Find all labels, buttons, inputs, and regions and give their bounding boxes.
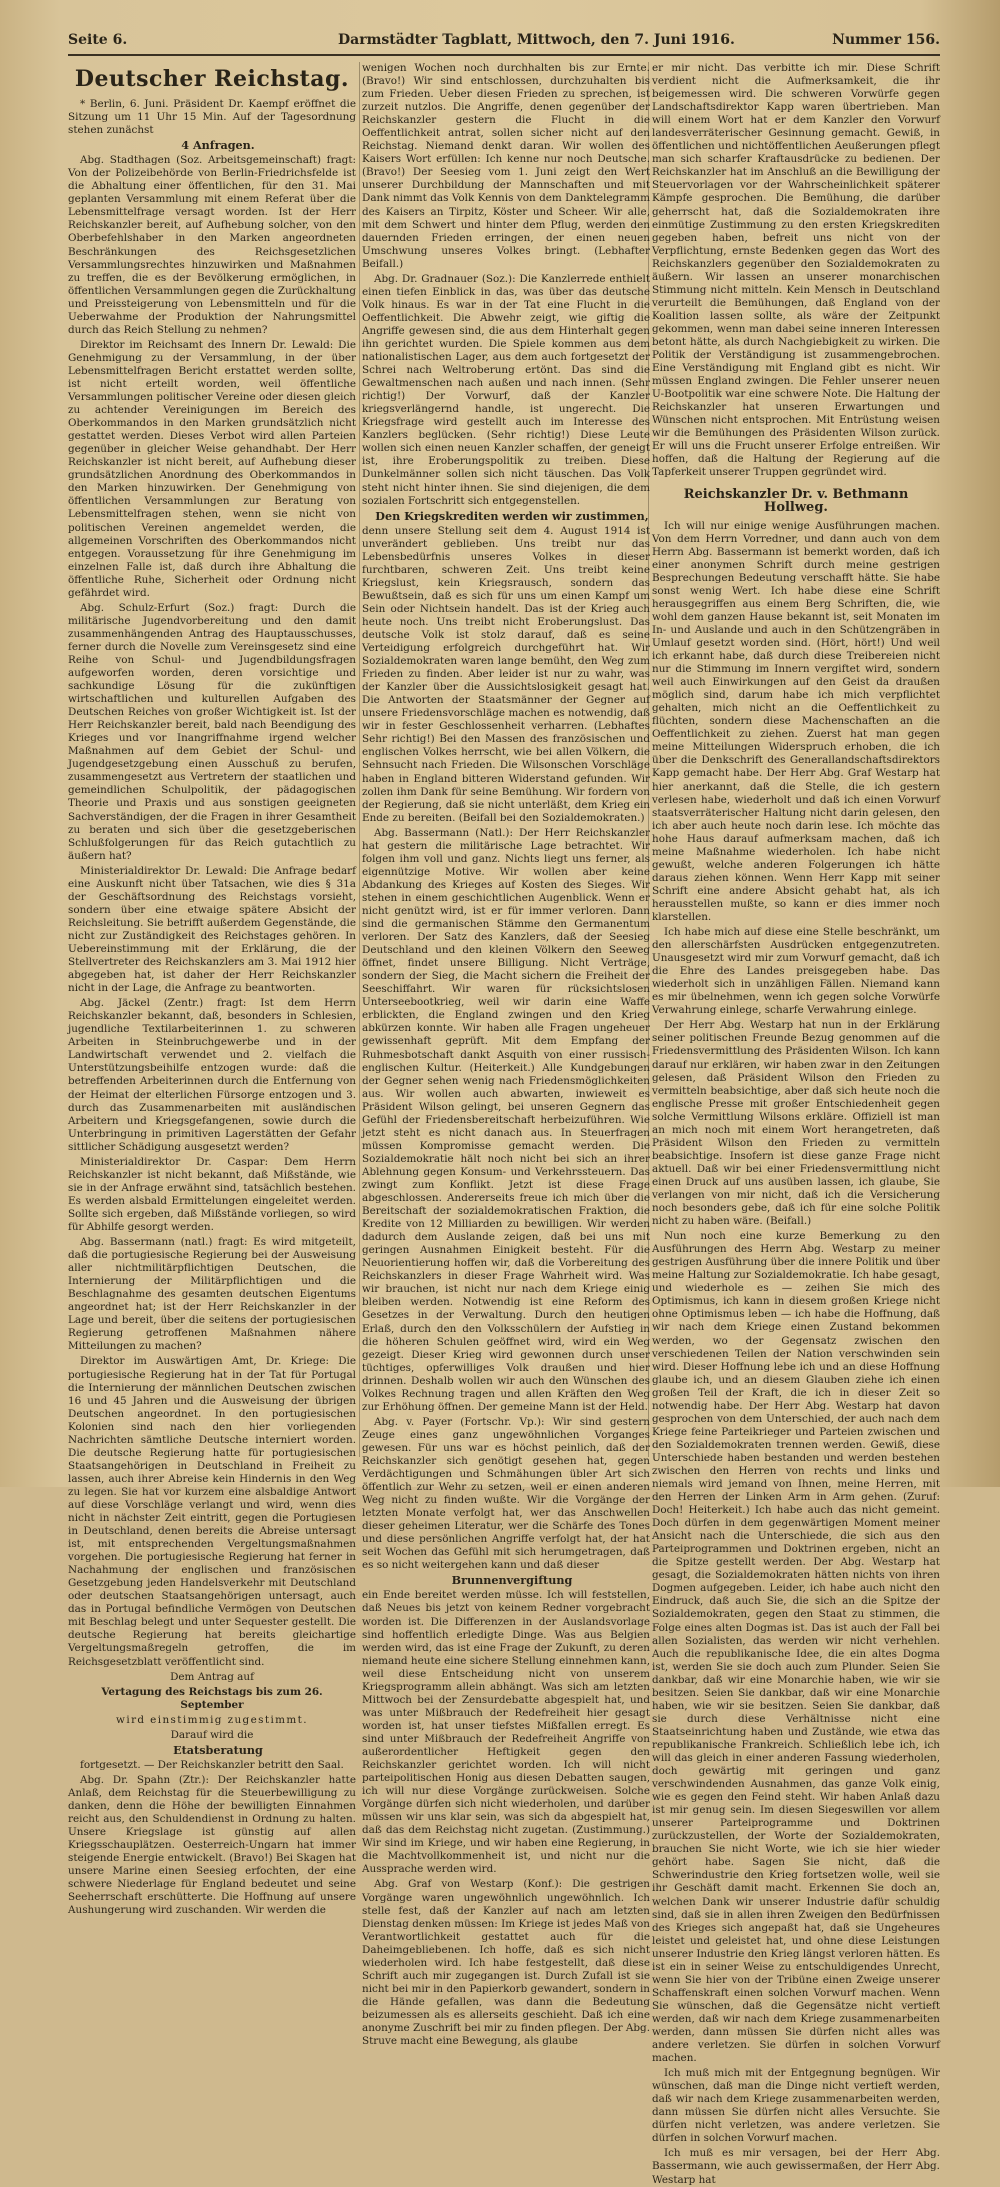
paragraph: Abg. v. Payer (Fortschr. Vp.): Wir sind gestern Zeuge eines ganz ungewöhnlichen Vorganges gewesen. Für uns war es höchst peinlich, daß der Reichskanzler sich genötigt gesehen hat, gegen Verdächtigungen und Schmähungen übler Art sich öffentlich zur Wehr zu setzen, weil er einen anderen Weg nicht zu finden wußte. Wir die Vorgänge der letzten Monate verfolgt hat, wer das Anschwellen dieser geheimen Literatur, wer die Schärfe des Tones und diese persönlichen Angriffe verfolgt hat, der hat seit Wochen das Gefühl mit sich herumgetragen, daß es so nicht weitergehen kann und daß dieser bbox=[362, 1415, 650, 1572]
paragraph: * Berlin, 6. Juni. Präsident Dr. Kaempf eröffnet die Sitzung um 11 Uhr 15 Min. Auf der Tagesordnung stehen zunächst bbox=[68, 98, 356, 137]
column-3 bbox=[652, 62, 940, 2186]
paragraph: Abg. Graf von Westarp (Konf.): Die gestrigen Vorgänge waren ungewöhnlich ungewöhnlich. Ich stelle fest, daß der Kanzler auf nach am letzten Dienstag denken müssen: Im Kriege ist jedes Maß von Verantwortlichkeit gestattet auch für die Daheimgebliebenen. Ich hoffe, daß es sich nicht wiederholen wird. Ich habe festgestellt, daß diese Schrift auch mir zugegangen ist. Durch Zufall ist sie nicht bei mir in den Papierkorb gewandert, sondern in die Hände gefallen, was dann die Bedeutung beizumessen als es allerseits geschieht. Daß ich eine anonyme Zuschrift bei mir zu finden pflegen. Der Abg. Struve macht eine Bewegung, als glaube bbox=[362, 1878, 650, 2048]
paragraph: Abg. Stadthagen (Soz. Arbeitsgemeinschaft) fragt: Von der Polizeibehörde von Berlin-Friedrichsfelde ist die Abhaltung einer öffentlichen, für den 31. Mai geplanten Versammlung mit einem Referat über die Lebensmittelfrage versagt worden. Ist der Herr Reichskanzler bereit, auf Aufhebung solcher, von den Oberbefehlshaber in den Marken angeordneten Beschränkungen des Reichsgesetzlichen Versammlungsrechtes hinzuwirken und Maßnahmen zu treffen, die es der Bevölkerung ermöglichen, in öffentlichen Versammlungen gegen die Zurückhaltung und Preissteigerung von Lebensmitteln und für die Ueberwahme der Produktion der Nahrungsmittel durch das Reich Stellung zu nehmen? bbox=[68, 154, 356, 336]
issue-number: Nummer 156. bbox=[832, 32, 940, 48]
paragraph: er mir nicht. Das verbitte ich mir. Diese Schrift verdient nicht die Aufmerksamkeit, die ihr beigemessen wird. Die schweren Vorwürfe gegen Landschaftsdirektor Kapp waren übertrieben. Man will einem Wort hat er dem Kanzler den Vorwurf landesverräterischer Gesinnung gemacht. Gewiß, in öffentlichen und nichtöffentlichen Aeußerungen pflegt man sich scharfer Kraftausdrücke zu bedienen. Der Reichskanzler hat im Anschluß an die Bewilligung der Steuervorlagen vor der Wahrscheinlichkeit späterer Kämpfe gesprochen. Die Bemühung, die darüber geherrscht hat, daß die Sozialdemokraten ihre einmütige Zustimmung zu den ersten Kriegskrediten gegeben haben, befreit uns nicht von der Verpflichtung, ernste Bedenken gegen das Wort des Reichskanzlers gegenüber den Sozialdemokraten zu äußern. Wir lassen an unserer monarchischen Stimmung nicht mitteln. Kein Mensch in Deutschland verurteilt die Bemühungen, daß England von der Koalition lassen sollte, als wäre der Zeitpunkt gekommen, wenn man dabei seine inneren Interessen betont hätte, als durch Nachgiebigkeit zu wirken. Die Politik der Verständigung ist zusammengebrochen. Eine Verständigung mit England gibt es nicht. Wir müssen England zwingen. Die Fehler unserer neuen U-Bootpolitik war eine schwere Note. Die Haltung der Reichskanzler hat unseren Erwartungen und Wünschen nicht entsprochen. Mit Entrüstung weisen wir die Bemühungen des Präsidenten Wilson zurück. Er will uns die Frucht unserer Erfolge entreißen. Wir hoffen, daß die Haltung der Regierung auf die Tapferkeit unserer Truppen gegründet wird. bbox=[652, 62, 940, 479]
paragraph: Abg. Jäckel (Zentr.) fragt: Ist dem Herrn Reichskanzler bekannt, daß, besonders in Schlesien, jugendliche Textilarbeiterinnen 1. zu schweren Arbeiten in Steinbruchgewerbe und in der Landwirtschaft verwendet und 2. vielfach die Unterstützungsbeihilfe entzogen wurde: daß die betreffenden Arbeiterinnen durch die Entfernung von der Heimat der elterlichen Fürsorge entzogen und 3. durch das Zusammenarbeiten mit ausländischen Arbeitern und Kriegsgefangenen, sowie durch die Unterbringung in primitiven Lagerstätten der Gefahr sittlicher Schädigung ausgesetzt werden? bbox=[68, 997, 356, 1153]
section-subheading: Etatsberatung bbox=[173, 1742, 263, 1757]
paragraph: Nun noch eine kurze Bemerkung zu den Ausführungen des Herrn Abg. Westarp zu meiner gestrigen Ausführung über die innere Politik und über meine Haltung zur Sozialdemokratie. Ich habe gesagt, und wiederhole es — zeihen Sie mich des Optimismus, ich kann in diesem großen Kriege nicht ohne Optimismus leben — ich habe die Hoffnung, daß wir nach dem Kriege einen Zustand bekommen werden, wo der Gegensatz zwischen den verschiedenen Teilen der Nation verschwinden sein wird. Dieser Hoffnung lebe ich und an diese Hoffnung glaube ich, und an diesem Glauben ziehe ich einen großen Teil der Kraft, die ich in dieser Zeit so notwendig habe. Der Herr Abg. Westarp hat davon gesprochen von dem Unterschied, der auch nach dem Kriege feine Parteikrieger und Parteien zwischen und den Sozialdemokraten trennen werden. Gewiß, diese Unterschiede haben bestanden und werden bestehen zwischen den Herren von rechts und links und niemals wird jemand von Ihnen, meine Herren, mit den Herren der Linken Arm in Arm gehen. (Zuruf: Doch! Heiterkeit.) Ich habe auch das nicht gemeint. Doch dürfen in dem gegenwärtigen Moment meiner Ansicht nach die Unterschiede, die sich aus den Parteiprogrammen und Doktrinen ergeben, nicht an die Spitze gestellt werden. Der Abg. Westarp hat gesagt, die Sozialdemokraten hätten nichts von ihren Dogmen aufgegeben. Leider, ich habe auch nicht den Eindruck, daß auch Sie, die sich an die Spitze der Sozialdemokraten, gegen den Staat zu stimmen, die Folge eines alten Dogmas ist. Das ist auch der Fall bei allen Sozialisten, das werden wir nicht verhehlen. Auch die republikanische Idee, die ein altes Dogma ist, werden Sie sie doch auch zum Plunder. Seien Sie dankbar, daß wir eine Monarchie haben, wie wir sie besitzen. Seien Sie dankbar, daß wir eine Monarchie haben, wie wir sie besitzen. Seien Sie dankbar, daß sie durch diese Verhältnisse nicht eine Staatseinrichtung haben und Zustände, wie etwa das republikanische Frankreich. Schließlich lebe ich, ich will das gleich in einer anderen Fassung wiederholen, doch gewärtig mit geringen und ganz verschwindenden Ausnahmen, das ganze Volk einig, wie es gegen den Feind steht. Wir haben Anlaß dazu ist mir genug sein. Im diesen Siegeswillen vor allem unserer Parteiprogramme und Doktrinen zurückzustellen, der Worte der Sozialdemokraten, brauchen Sie nicht Worte, wie ich sie hier wieder gehört habe. Sagen Sie nicht, daß die Schwerindustrie den Krieg fortsetzen wolle, weil sie ihr Geschäft damit macht. Erkennen Sie doch an, welchen Dank wir unserer Industrie dafür schuldig sind, daß sie in allen ihren Zweigen den Bedürfnissen des Krieges sich angepaßt hat, daß sie Ungeheures leistet und geleistet hat, und ohne diese Leistungen unserer Industrie den Krieg längst verloren hätten. Es ist ein in seiner Weise zu entschuldigendes Unrecht, wenn Sie hier von der Tribüne einen Zweige unserer Schaffenskraft einen solchen Vorwurf machen. Wenn Sie wünschen, daß die Gegensätze nicht vertieft werden, daß wir nach dem Kriege zusammenarbeiten werden, dann müssen Sie dürfen nicht alles was andere verletzen. Sie dürfen in solchen Vorwurf machen. bbox=[652, 1230, 940, 2065]
paragraph: Direktor im Reichsamt des Innern Dr. Lewald: Die Genehmigung zu der Versammlung, in der über Lebensmittelfragen Bericht erstattet werden sollte, ist nicht erteilt worden, weil öffentliche Versammlungen politischer Vereine oder diesen gleich zu achtender Vereinigungen im Bereich des Oberkommandos in den Marken grundsätzlich nicht gestattet werden. Dieses Verbot wird allen Parteien gegenüber in gleicher Weise gehandhabt. Der Herr Reichskanzler ist nicht bereit, auf Aufhebung dieser grundsätzlichen Anordnung des Oberkommandos in den Marken hinzuwirken. Der Genehmigung von öffentlichen Versammlungen zur Beratung von Lebensmittelfragen stehen, wenn sie nicht von politischen Vereinen angemeldet werden, die allgemeinen Vorschriften des Oberkommandos nicht entgegen. Voraussetzung für ihre Genehmigung im einzelnen Falle ist, daß durch ihre Abhaltung die öffentliche Ruhe, Sicherheit oder Ordnung nicht gefährdet wird. bbox=[68, 338, 356, 599]
paragraph: Ministerialdirektor Dr. Caspar: Dem Herrn Reichskanzler ist nicht bekannt, daß Mißstände, wie sie in der Anfrage erwähnt sind, tatsächlich bestehen. Es werden alsbald Ermittelungen eingeleitet werden. Sollte sich ergeben, daß Mißstände vorliegen, so wird für Abhilfe gesorgt werden. bbox=[68, 1155, 356, 1233]
article-headline: Deutscher Reichstag. bbox=[74, 66, 350, 92]
column-rule bbox=[359, 62, 360, 1457]
paragraph: Darauf wird die bbox=[170, 1728, 254, 1741]
paragraph: Abg. Bassermann (natl.) fragt: Es wird mitgeteilt, daß die portugiesische Regierung bei der Ausweisung aller nichtmilitärpflichtigen Deutschen, die Internierung der Militärpflichtigen und die Beschlagnahme des gesamten deutschen Eigentums angeordnet hat; ist der Herr Reichskanzler in der Lage und bereit, über die seitens der portugiesischen Regierung getroffenen Maßnahmen nähere Mitteilungen zu machen? bbox=[68, 1236, 356, 1353]
paragraph: denn unsere Stellung seit dem 4. August 1914 ist unverändert geblieben. Uns treibt nur das Lebensbedürfnis unseres Volkes in dieser furchtbaren, schweren Zeit. Uns treibt keine Kriegslust, kein Kriegsrausch, sondern das Bewußtsein, daß es sich für uns um einen Kampf um Sein oder Nichtsein handelt. Das ist der Krieg auch heute noch. Uns treibt nicht Eroberungslust. Das deutsche Volk ist stolz darauf, daß es seine Verteidigung erfolgreich durchgeführt hat. Wir Sozialdemokraten waren lange bemüht, den Weg zum Frieden zu finden. Aber leider ist nur zu wahr, was der Kanzler über die Aussichtslosigkeit gesagt hat. Die Antworten der Staatsmänner der Gegner auf unsere Friedensvorschläge machen es notwendig, daß wir in fester Geschlossenheit verharren. (Lebhaftes Sehr richtig!) Bei den Massen des französischen und englischen Volkes herrscht, wie bei allen Völkern, die Sehnsucht nach Frieden. Die Wilsonschen Vorschläge haben in England bitteren Widerstand gefunden. Wir zollen ihm Dank für seine Bemühung. Wir fordern von der Regierung, daß sie nicht unterläßt, dem Krieg ein Ende zu bereiten. (Beifall bei den Sozialdemokraten.) bbox=[362, 524, 650, 824]
section-subheading: Den Kriegskrediten werden wir zustimmen, bbox=[375, 508, 649, 523]
paragraph: Abg. Dr. Gradnauer (Soz.): Die Kanzlerrede enthielt einen tiefen Einblick in das, was über das deutsche Volk hinaus. Es war in der Tat eine Flucht in die Oeffentlichkeit. Die Abwehr zeigt, wie giftig die Angriffe gewesen sind, die aus dem Hinterhalt gegen ihn gerichtet wurden. Die Spiele kommen aus dem nationalistischen Lager, aus dem auch fortgesetzt der Schrei nach Weltroberung ertönt. Das sind die Gewaltmenschen nach außen und nach innen. (Sehr richtig!) Der Vorwurf, daß der Kanzler kriegsverlängernd handle, ist ungerecht. Die Kriegsfrage wird gestellt auch im Interesse des Kanzlers beglücken. (Sehr richtig!) Diese Leute wollen sich einen neuen Kanzler schaffen, der geneigt ist, ihre Eroberungspolitik zu treiben. Diese Dunkelmänner sollen sich nicht täuschen. Das Volk steht nicht hinter ihnen. Sie sind diejenigen, die dem sozialen Fortschritt sich entgegenstellen. bbox=[362, 272, 650, 507]
paragraph: Ich muß mich mit der Entgegnung begnügen. Wir wünschen, daß man die Dinge nicht vertieft werden, daß wir nach dem Kriege zusammenarbeiten werden, dann müssen Sie dürfen nicht alles Versuchte. Sie dürfen nicht verletzen, was andere verletzen. Sie dürfen in solchen Vorwurf machen. bbox=[652, 2067, 940, 2145]
paragraph: Abg. Dr. Spahn (Ztr.): Der Reichskanzler hatte Anlaß, dem Reichstag für die Steuerbewilligung zu danken, denn die Höhe der bewilligten Einnahmen reicht aus, den Schuldendienst in Ordnung zu halten. Unsere Kriegslage ist günstig auf allen Kriegsschauplätzen. Oesterreich-Ungarn hat immer steigende Energie entwickelt. (Bravo!) Bei Skagen hat unsere Marine einen Seesieg erfochten, der eine schwere Niederlage für England bedeutet und seine Seeherrschaft erschütterte. Die Hoffnung auf unsere Aushungerung wird zuschanden. Wir werden die bbox=[68, 1773, 356, 1917]
paragraph: Ich habe mich auf diese eine Stelle beschränkt, um den allerschärfsten Ausdrücken entgegenzutreten. Unausgesetzt wird mir zum Vorwurf gemacht, daß ich die Ehre des Landes preisgegeben habe. Das wiederholt sich in unzähligen Fällen. Niemand kann es mir übelnehmen, wenn ich gegen solche Vorwürfe Verwahrung einlege, scharfe Verwahrung einlege. bbox=[652, 926, 940, 1017]
paragraph: Abg. Schulz-Erfurt (Soz.) fragt: Durch die militärische Jugendvorbereitung und den damit zusammenhängenden Antrag des Hauptausschusses, ferner durch die Novelle zum Vereinsgesetz sind eine Reihe von Schul- und Jugendbildungsfragen aufgeworfen worden, deren vorsichtige und sachkundige Lösung für die zukünftigen wirtschaftlichen und kulturellen Aufgaben des Deutschen Reiches von großer Wichtigkeit ist. Ist der Herr Reichskanzler bereit, bald nach Beendigung des Krieges und vor Inangriffnahme irgend welcher Maßnahmen auf dem Gebiet der Schul- und Jugendgesetzgebung einen Ausschuß zu berufen, zusammengesetzt aus Vertretern der staatlichen und gemeindlichen Schulpolitik, der pädagogischen Theorie und Praxis und aus sonstigen geeigneten Sachverständigen, der die Fragen in ihrer Gesamtheit zu beraten und sich über die gesetzgeberischen Schlußfolgerungen für das Reich gutachtlich zu äußern hat? bbox=[68, 601, 356, 862]
paragraph: wenigen Wochen noch durchhalten bis zur Ernte. (Bravo!) Wir sind entschlossen, durchzuhalten bis zum Frieden. Ueber diesen Frieden zu sprechen, ist zurzeit nutzlos. Die Angriffe, denen gegenüber der Reichskanzler gestern die Flucht in die Oeffentlichkeit antrat, sollen sicher nicht auf den Reichstag. Niemand denkt daran. Wir wollen des Kaisers Wort erfüllen: Ich kenne nur noch Deutsche. (Bravo!) Der Seesieg vom 1. Juni zeigt den Wert unserer Durchbildung der Mannschaften und mit Dank nimmt das Volk Kennis von dem Danktelegramm des Kaisers an Tirpitz, Köster und Scheer. Wir alle, mit dem Schwert und hinter dem Pflug, werden den dauernden Frieden erringen, der einen neuen Umschwung unseres Volkes bringt. (Lebhafter Beifall.) bbox=[362, 62, 650, 270]
paragraph: ein Ende bereitet werden müsse. Ich will feststellen, daß Neues bis jetzt von keinem Redner vorgebracht worden ist. Die Differenzen in der Auslandsvorlage sind hoffentlich erledigte Dinge. Was aus Belgien werden wird, das ist eine Frage der Zukunft, zu deren niemand heute eine sichere Stellung einnehmen kann, weil diese Entscheidung nicht von unserem Kriegsprogramm allein abhängt. Was sich am letzten Mittwoch bei der Zensurdebatte abgespielt hat, und was unter Mißbrauch der Redefreiheit hier gesagt worden ist, hat unser tiefstes Mißfallen erregt. Es sind unter Mißbrauch der Redefreiheit Angriffe von außerordentlicher Heftigkeit gegen den Reichskanzler gerichtet worden. Ich will nicht parteipolitischen Honig aus diesen Debatten saugen, ich will nur diese Vorgänge zurückweisen. Solche Vorgänge dürfen sich nicht wiederholen, und darüber müssen wir uns klar sein, was sich da abgespielt hat, daß das dem Reichstag nicht zugetan. (Zustimmung.) Wir sind im Kriege, und wir haben eine Regierung, in die Machtvollkommenheit ist, und nicht nur die Aussprache werden wird. bbox=[362, 1589, 650, 1876]
paragraph: Ich muß es mir versagen, bei der Herr Abg. Bassermann, wie auch gewissermaßen, der Herr Abg. Westarp hat bbox=[652, 2147, 940, 2186]
paragraph: Ministerialdirektor Dr. Lewald: Die Anfrage bedarf eine Auskunft nicht über Tatsachen, wie dies § 31a der Geschäftsordnung des Reichstags vorsieht, sondern über eine etwaige spätere Absicht der Reichsleitung. Sie betrifft außerdem Gegenstände, die nicht zur Zuständigkeit des Reichstages gehören. In Uebereinstimmung mit der Erklärung, die der Stellvertreter des Reichskanzlers am 3. Mai 1912 hier abgegeben hat, ist daher der Herr Reichskanzler nicht in der Lage, die Anfrage zu beantworten. bbox=[68, 864, 356, 995]
section-subheading: 4 Anfragen. bbox=[181, 138, 255, 153]
paragraph: Abg. Bassermann (Natl.): Der Herr Reichskanzler hat gestern die militärische Lage betrachtet. Wir folgen ihm voll und ganz. Nichts liegt uns ferner, als eigennützige Motive. Wir wollen aber keine Abdankung des Krieges auf Kosten des Sieges. Wir stehen in einem geschichtlichen Augenblick. Wenn er nicht genützt wird, ist er für immer verloren. Dann sind die germanischen Stämme den Germanentum verloren. Der Satz des Kanzlers, daß der Seesieg Deutschland und den kleinen Völkern den Seeweg öffnet, findet unsere Billigung. Nicht Verträge, sondern der Sieg, die Macht sichern die Freiheit der Seeschiffahrt. Wir waren für rücksichtslosen Unterseebootkrieg, weil wir darin eine Waffe erblickten, die England zwingen und den Krieg abkürzen konnte. Wir haben alle Fragen ungeheuer gewissenhaft geprüft. Mit dem Empfang der Ruhmesbotschaft dankt Asquith von einer russisch-englischen Kultur. (Heiterkeit.) Alle Kundgebungen der Gegner sehen wenig nach Friedensmöglichkeiten aus. Wir wollen auch abwarten, inwieweit es Präsident Wilson gelingt, bei unseren Gegnern das Gefühl der Friedensbereitschaft herbeizuführen. Wie jetzt steht es nicht danach aus. In Steuerfragen müssen Kompromisse gemacht werden. Die Sozialdemokratie hält noch nicht bei sich an ihrer Ablehnung gegen Konsum- und Verkehrssteuern. Das zwingt zum Konflikt. Jetzt ist diese Frage abgeschlossen. Andererseits freue ich mich über die Bereitschaft der sozialdemokratischen Fraktion, die Kredite von 12 Milliarden zu bewilligen. Wir werden dadurch dem Auslande zeigen, daß bei uns mit geringen Ausnahmen Einigkeit besteht. Für die Neuorientierung hoffen wir, daß die Vorbereitung des Reichskanzlers in dieser Frage Wahrheit wird. Was wir brauchen, ist nicht nur nach dem Kriege einig bleiben werden. Notwendig ist eine Reform des Gesetzes in der Verwaltung. Durch den heutigen Erlaß, durch den den Volksschülern der Aufstieg in die höheren Schulen geöffnet wird, wird ein Weg gezeigt. Dieser Krieg wird gewonnen durch unser tüchtiges, opferwilliges Volk draußen und hier drinnen. Deshalb wollen wir auch den Wünschen des Volkes Rechnung tragen und allen Kräften den Weg zur Erhöhung öffnen. Der gemeine Mann ist der Held. bbox=[362, 826, 650, 1413]
column-1 bbox=[68, 62, 356, 1917]
paragraph: Vertagung des Reichstags bis zum 26. September bbox=[101, 1685, 323, 1711]
paragraph: wird einstimmig zugestimmt. bbox=[116, 1713, 308, 1726]
paragraph: Ich will nur einige wenige Ausführungen machen. Von dem Herrn Vorredner, und dann auch von dem Herrn Abg. Bassermann ist bemerkt worden, daß ich einer anonymen Schrift durch meine gestrigen Besprechungen Bedeutung verschafft hätte. Sie habe sonst wenig Wert. Ich habe diese eine Schrift herausgegriffen aus einem Berg Schriften, die, wie wohl dem ganzen Hause bekannt ist, seit Monaten im In- und Auslande und auch in den Schützengräben in Umlauf gesetzt worden sind. (Hört, hört!) Und weil ich erkannt habe, daß durch diese Treibereien nicht nur die Stimmung im Innern vergiftet wird, sondern weil auch Einwirkungen auf den Geist da draußen möglich sind, darum habe ich mich verpflichtet gehalten, mich nicht an die Oeffentlichkeit zu flüchten, sondern diese Machenschaften an die Oeffentlichkeit zu ziehen. Zuerst hat man gegen meine Mitteilungen Widerspruch erhoben, die ich über die Denkschrift des Generallandschaftsdirektors Kapp gemacht habe. Der Herr Abg. Graf Westarp hat hier anerkannt, daß die Stelle, die ich gestern verlesen habe, wiederholt und daß ich einen Vorwurf staatsverräterischer Haltung nicht darin gelesen, den ich aber auch heute noch darin lese. Ich möchte das hohe Haus darauf aufmerksam machen, daß ich meine Maßnahme wiederholen. Ich habe nicht gewußt, welche anderen Folgerungen ich hätte daraus ziehen können. Wenn Herr Kapp mit seiner Schrift eine andere Absicht gehabt hat, als ich herausstellen mußte, so kann er dies immer noch klarstellen. bbox=[652, 519, 940, 923]
paragraph: Dem Antrag auf bbox=[170, 1670, 254, 1683]
section-subheading: Brunnenvergiftung bbox=[451, 1573, 573, 1588]
masthead: Darmstädter Tagblatt, Mittwoch, den 7. Juni 1916. bbox=[338, 32, 735, 48]
column-2 bbox=[362, 62, 650, 2048]
page-number: Seite 6. bbox=[68, 32, 128, 48]
paragraph: Direktor im Auswärtigen Amt, Dr. Kriege: Die portugiesische Regierung hat in der Tat für Portugal die Internierung der männlichen Deutschen zwischen 16 und 45 Jahren und die Ausweisung der übrigen Deutschen angeordnet. In den portugiesischen Kolonien sind nach den hier vorliegenden Nachrichten sämtliche Deutsche interniert worden. Die deutsche Regierung hatte für portugiesischen Staatsangehörigen in Deutschland in Freiheit zu lassen, auch ihrer Abreise kein Hindernis in den Weg zu legen. Sie hat vor kurzem eine alsbaldige Antwort auf diese Vorschläge verlangt und wird, wenn dies nicht in nächster Zeit eintritt, gegen die Portugiesen in Deutschland, denen bereits die Abreise untersagt ist, mit entsprechenden Vergeltungsmaßnahmen vorgehen. Die portugiesische Regierung hat ferner in Nachahmung der englischen und französischen Gesetzgebung jeden Handelsverkehr mit Deutschland oder deutschen Staatsangehörigen untersagt, auch das in Portugal befindliche Vermögen von Deutschen mit Beschlag belegt und unter Sequester gestellt. Die deutsche Regierung hat bereits gleichartige Vergeltungsmaßregeln getroffen, die im Reichsgesetzblatt veröffentlicht sind. bbox=[68, 1355, 356, 1668]
paragraph: Der Herr Abg. Westarp hat nun in der Erklärung seiner politischen Freunde Bezug genommen auf die Friedensvermittlung des Präsidenten Wilson. Ich kann darauf nur erklären, wir haben zwar in den Zeitungen gelesen, daß Präsident Wilson den Frieden zu vermitteln beabsichtige, aber daß sich heute noch die englische Presse mit großer Entschiedenheit gegen solche Vermittlung Wilsons erkläre. Offiziell ist man an mich noch mit einem Wort herangetreten, daß Präsident Wilson den Frieden zu vermitteln beabsichtige. Insofern ist diese ganze Frage nicht aktuell. Daß wir bei einer Friedensvermittlung nicht einen Druck auf uns ausüben lassen, ich glaube, Sie verlangen von mir nicht, daß ich die Versicherung noch besonders gebe, daß ich für eine solche Politik nicht zu haben wäre. (Beifall.) bbox=[652, 1019, 940, 1228]
page-header bbox=[68, 28, 940, 56]
paragraph: fortgesetzt. — Der Reichskanzler betritt den Saal. bbox=[80, 1758, 344, 1771]
section-subheading: Reichskanzler Dr. v. Bethmann Hollweg. bbox=[683, 486, 909, 515]
